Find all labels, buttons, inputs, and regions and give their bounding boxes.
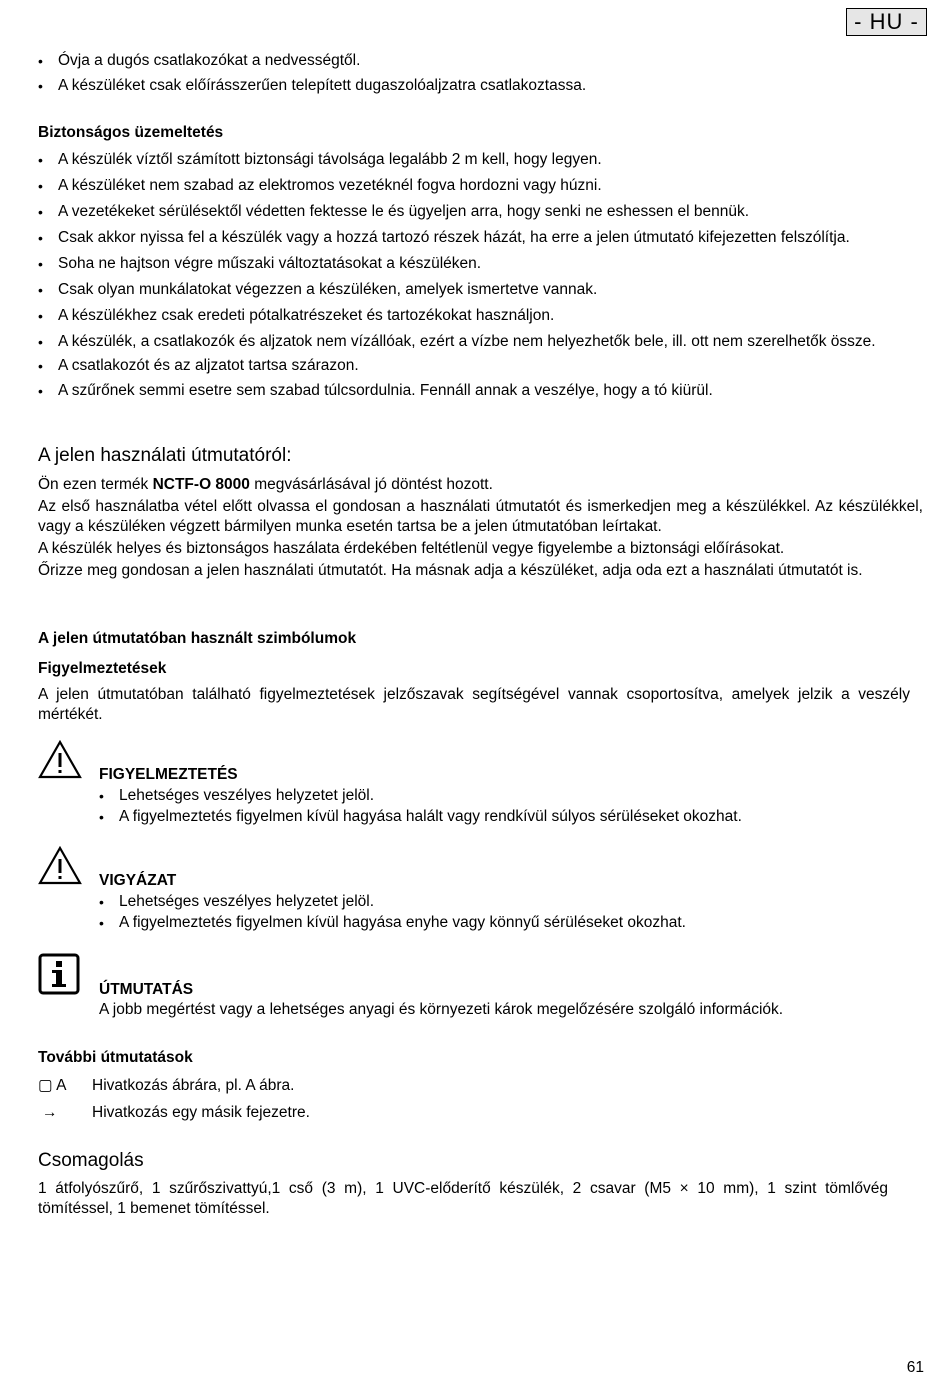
list-item: • A csatlakozót és az aljzatot tartsa szárazon. [38, 356, 928, 376]
warnings-description: A jelen útmutatóban található figyelmeztetések jelzőszavak segítségével vannak csoportosítva, amelyek jelzik a veszély mértékét. [38, 686, 910, 723]
list-item: • Soha ne hajtson végre műszaki változtatásokat a készüléken. [38, 254, 928, 274]
figure-reference-symbol: ▢ A [38, 1077, 67, 1094]
list-item: • A szűrőnek semmi esetre sem szabad túlcsordulnia. Fennáll annak a veszélye, hogy a tó kiürül. [38, 381, 928, 401]
list-item: • Óvja a dugós csatlakozókat a nedvességtől. [38, 51, 928, 71]
list-item: • A figyelmeztetés figyelmen kívül hagyása enyhe vagy könnyű sérüléseket okozhat. [99, 913, 919, 933]
list-item: • A figyelmeztetés figyelmen kívül hagyása halált vagy rendkívül súlyos sérüléseket okozhat. [99, 807, 919, 827]
section-heading-safe-operation: Biztonságos üzemeltetés [38, 124, 224, 141]
about-paragraph: Az első használatba vétel előtt olvassa el gondosan a használati útmutatót és ismerkedjen meg a készülékkel. Az készülékkel, vagy a készüléken végzett bármilyen munka esetén tartsa be a jelen útmutatóban leírtakat. [38, 498, 923, 535]
info-icon [38, 953, 80, 995]
list-item: • Lehetséges veszélyes helyzetet jelöl. [99, 892, 919, 912]
list-item: • A készülékhez csak eredeti pótalkatrészeket és tartozékokat használjon. [38, 306, 928, 326]
about-paragraph: A készülék helyes és biztonságos haszálata érdekében feltétlenül vegye figyelembe a biztonsági előírásokat. [38, 540, 785, 557]
warning-title: FIGYELMEZTETÉS [99, 766, 238, 783]
figure-reference-text: Hivatkozás ábrára, pl. A ábra. [92, 1077, 295, 1094]
language-tag: - HU - [846, 8, 927, 36]
packaging-text: 1 átfolyószűrő, 1 szűrőszivattyú,1 cső (3 m), 1 UVC-előderítő készülék, 2 csavar (M5 × 10 mm), 1 szint tömlővég tömítéssel, 1 bemenet tömítéssel. [38, 1180, 888, 1217]
top-bullet-list [38, 51, 928, 96]
list-item: • A készüléket nem szabad az elektromos vezetéknél fogva hordozni vagy húzni. [38, 176, 928, 196]
warning-triangle-icon [38, 740, 82, 780]
list-item: • Lehetséges veszélyes helyzetet jelöl. [99, 786, 919, 806]
list-item: • A vezetékeket sérülésektől védetten fektesse le és ügyeljen arra, hogy senki ne eshessen el bennük. [38, 202, 928, 222]
caution-title: VIGYÁZAT [99, 872, 177, 889]
caution-block [99, 871, 919, 933]
list-item: • Csak akkor nyissa fel a készülék vagy a hozzá tartozó részek házát, ha erre a jelen útmutató kifejezetten felszólítja. [38, 228, 928, 248]
section-heading-symbols: A jelen útmutatóban használt szimbólumok [38, 630, 357, 647]
chapter-reference-text: Hivatkozás egy másik fejezetre. [92, 1104, 310, 1121]
about-text [38, 475, 923, 583]
note-block [99, 980, 919, 1020]
note-text: A jobb megértést vagy a lehetséges anyagi és környezeti károk megelőzésére szolgáló információk. [99, 1001, 784, 1018]
list-item: • A készülék, a csatlakozók és aljzatok nem vízállóak, ezért a vízbe nem helyezhetők bele, ill. ott nem szerelhetők össze. [38, 332, 928, 352]
list-item: • Csak olyan munkálatokat végezzen a készüléken, amelyek ismertetve vannak. [38, 280, 928, 300]
safe-operation-list [38, 150, 928, 401]
section-heading-further: További útmutatások [38, 1049, 193, 1066]
arrow-right-icon: → [42, 1104, 58, 1121]
about-intro: Ön ezen termék NCTF-O 8000 megvásárlásával jó döntést hozott. [38, 476, 493, 493]
page-number: 61 [906, 1359, 924, 1376]
product-name: NCTF-O 8000 [152, 476, 250, 493]
list-item: • A készüléket csak előírásszerűen telepített dugaszolóaljzatra csatlakoztassa. [38, 76, 928, 96]
section-heading-about: A jelen használati útmutatóról: [38, 445, 292, 466]
subheading-warnings: Figyelmeztetések [38, 660, 167, 677]
about-paragraph: Őrizze meg gondosan a jelen használati útmutatót. Ha másnak adja a készüléket, adja oda ezt a használati útmutatót is. [38, 562, 863, 579]
note-title: ÚTMUTATÁS [99, 981, 194, 998]
caution-triangle-icon [38, 846, 82, 886]
warning-block [99, 765, 919, 827]
section-heading-packaging: Csomagolás [38, 1150, 144, 1171]
list-item: • A készülék víztől számított biztonsági távolsága legalább 2 m kell, hogy legyen. [38, 150, 928, 170]
